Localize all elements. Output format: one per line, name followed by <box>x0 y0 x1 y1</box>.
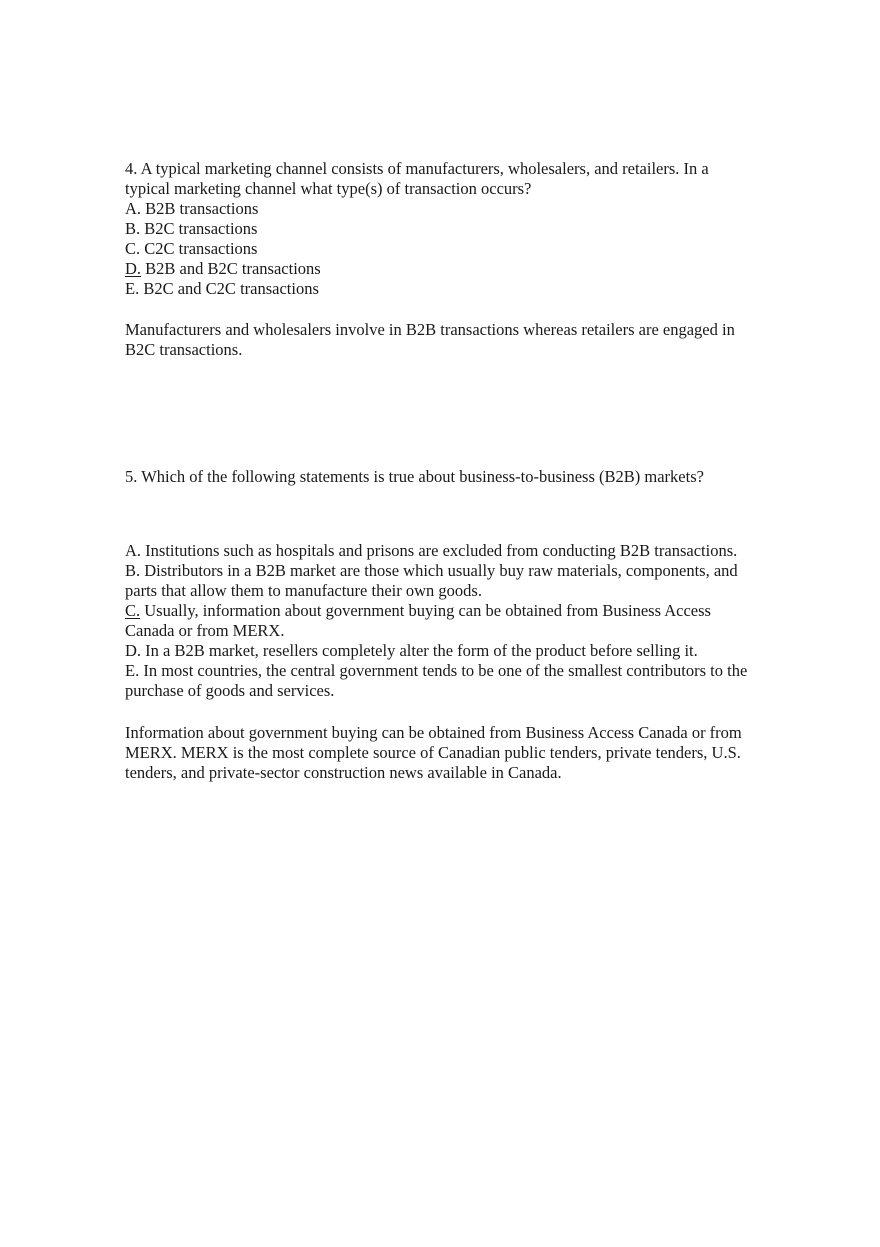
option-text: B2B and B2C transactions <box>145 259 321 278</box>
option-text: In most countries, the central government tends to be one of the smallest contributors to the <box>143 661 748 680</box>
question-5-options <box>125 541 785 701</box>
option-letter: E. <box>125 279 140 298</box>
question-5-option-e <box>125 661 785 681</box>
question-4-stem-line-2: typical marketing channel what type(s) of transaction occurs? <box>125 179 532 198</box>
explanation-line: MERX. MERX is the most complete source of Canadian public tenders, private tenders, U.S. <box>125 743 741 762</box>
question-4-option-c <box>125 239 785 259</box>
question-5-option-a <box>125 541 785 561</box>
question-5-option-c <box>125 601 785 621</box>
question-4-option-a <box>125 199 785 219</box>
question-5 <box>125 467 785 487</box>
option-letter: D. <box>125 641 142 660</box>
explanation-line: Information about government buying can be obtained from Business Access Canada or from <box>125 723 742 742</box>
option-text: B2C transactions <box>144 219 258 238</box>
explanation-line: tenders, and private-sector construction news available in Canada. <box>125 763 562 782</box>
option-text: B2B transactions <box>145 199 259 218</box>
option-letter: A. <box>125 541 142 560</box>
option-letter: B. <box>125 561 141 580</box>
question-4-option-d <box>125 259 785 279</box>
option-letter: C. <box>125 239 141 258</box>
option-text: Distributors in a B2B market are those which usually buy raw materials, components, and <box>144 561 738 580</box>
question-5-option-e-continued: purchase of goods and services. <box>125 681 335 700</box>
option-text: C2C transactions <box>144 239 258 258</box>
question-4-stem-line-1: 4. A typical marketing channel consists of manufacturers, wholesalers, and retailers. In a <box>125 159 709 178</box>
option-letter: E. <box>125 661 140 680</box>
explanation-line: Manufacturers and wholesalers involve in B2B transactions whereas retailers are engaged in <box>125 320 735 339</box>
question-5-stem: 5. Which of the following statements is true about business-to-business (B2B) markets? <box>125 467 704 486</box>
correct-answer-letter: C. <box>125 601 141 620</box>
option-text: In a B2B market, resellers completely alter the form of the product before selling it. <box>145 641 698 660</box>
option-text: B2C and C2C transactions <box>143 279 319 298</box>
question-5-explanation <box>125 723 785 783</box>
question-4-option-b <box>125 219 785 239</box>
question-5-option-b-continued: parts that allow them to manufacture their own goods. <box>125 581 482 600</box>
option-text: Institutions such as hospitals and prisons are excluded from conducting B2B transactions. <box>145 541 738 560</box>
question-5-option-d <box>125 641 785 661</box>
question-4-explanation <box>125 320 785 360</box>
option-text: Usually, information about government buying can be obtained from Business Access <box>144 601 711 620</box>
option-letter: A. <box>125 199 142 218</box>
question-4 <box>125 159 785 299</box>
question-4-option-e <box>125 279 785 299</box>
question-5-option-c-continued: Canada or from MERX. <box>125 621 285 640</box>
explanation-line: B2C transactions. <box>125 340 243 359</box>
correct-answer-letter: D. <box>125 259 142 278</box>
option-letter: B. <box>125 219 141 238</box>
question-5-option-b <box>125 561 785 581</box>
